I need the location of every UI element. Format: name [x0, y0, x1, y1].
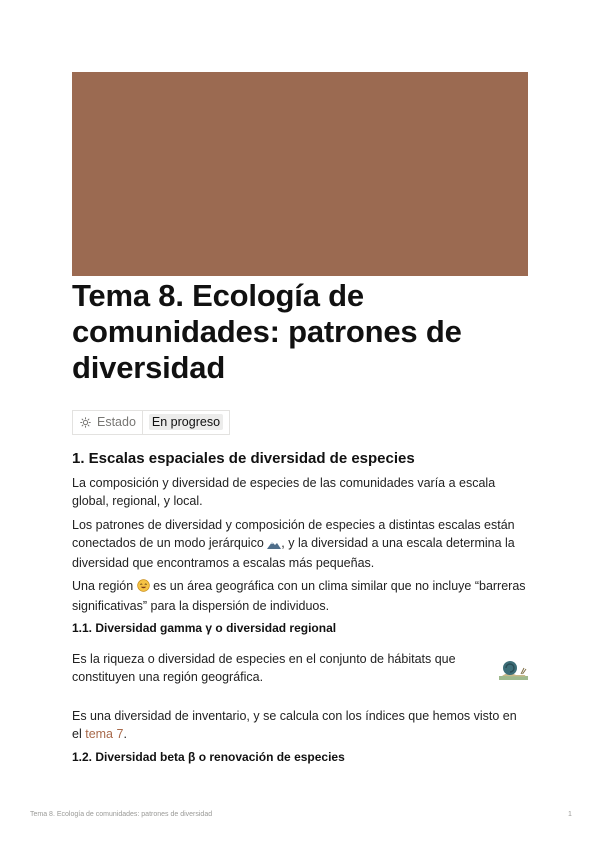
- property-row-estado: [72, 410, 230, 435]
- paragraph-3: [72, 577, 528, 615]
- cover-image: [72, 72, 528, 276]
- section-heading-1: 1. Escalas espaciales de diversidad de especies: [72, 450, 415, 467]
- paragraph-1: La composición y diversidad de especies de las comunidades varía a escala global, regional, y local.: [72, 476, 496, 508]
- property-name-label: Estado: [97, 415, 136, 429]
- status-badge: En progreso: [149, 414, 223, 430]
- link-tema-7[interactable]: tema 7: [85, 727, 124, 741]
- sun-icon: [80, 417, 91, 428]
- footer-page-number: 1: [568, 811, 572, 818]
- footer-title: Tema 8. Ecología de comunidades: patrones de diversidad: [30, 811, 213, 818]
- paragraph-3-text-a: Una región: [72, 579, 134, 593]
- smiling-face-icon: [137, 579, 150, 597]
- paragraph-5-end: .: [123, 727, 127, 741]
- paragraph-2-text-a: Los patrones de diversidad y composición de especies a distintas escalas están conectados de un modo jerárquico: [72, 518, 515, 550]
- paragraph-3-text-b: es un área geográfica con un clima similar que no incluye “barreras significativas” para la dispersión de individuos.: [72, 579, 526, 613]
- page-title: Tema 8. Ecología de comunidades: patrones de diversidad: [72, 278, 462, 385]
- paragraph-5-text: Es una diversidad de inventario, y se calcula con los índices que hemos visto en el: [72, 709, 517, 741]
- snail-icon: [499, 659, 528, 681]
- property-name: [73, 411, 143, 434]
- subsection-heading-1-2: 1.2. Diversidad beta β o renovación de especies: [72, 750, 345, 764]
- paragraph-2-text-b: , y la diversidad a una escala determina la diversidad que encontramos a escalas más pequeñas.: [72, 536, 515, 570]
- paragraph-4: Es la riqueza o diversidad de especies en el conjunto de hábitats que constituyen una región geográfica.: [72, 652, 456, 684]
- paragraph-5: [72, 707, 528, 743]
- property-value[interactable]: [143, 411, 229, 434]
- mountain-icon: [267, 536, 281, 554]
- paragraph-2: [72, 516, 528, 572]
- subsection-heading-1-1: 1.1. Diversidad gamma γ o diversidad regional: [72, 621, 337, 635]
